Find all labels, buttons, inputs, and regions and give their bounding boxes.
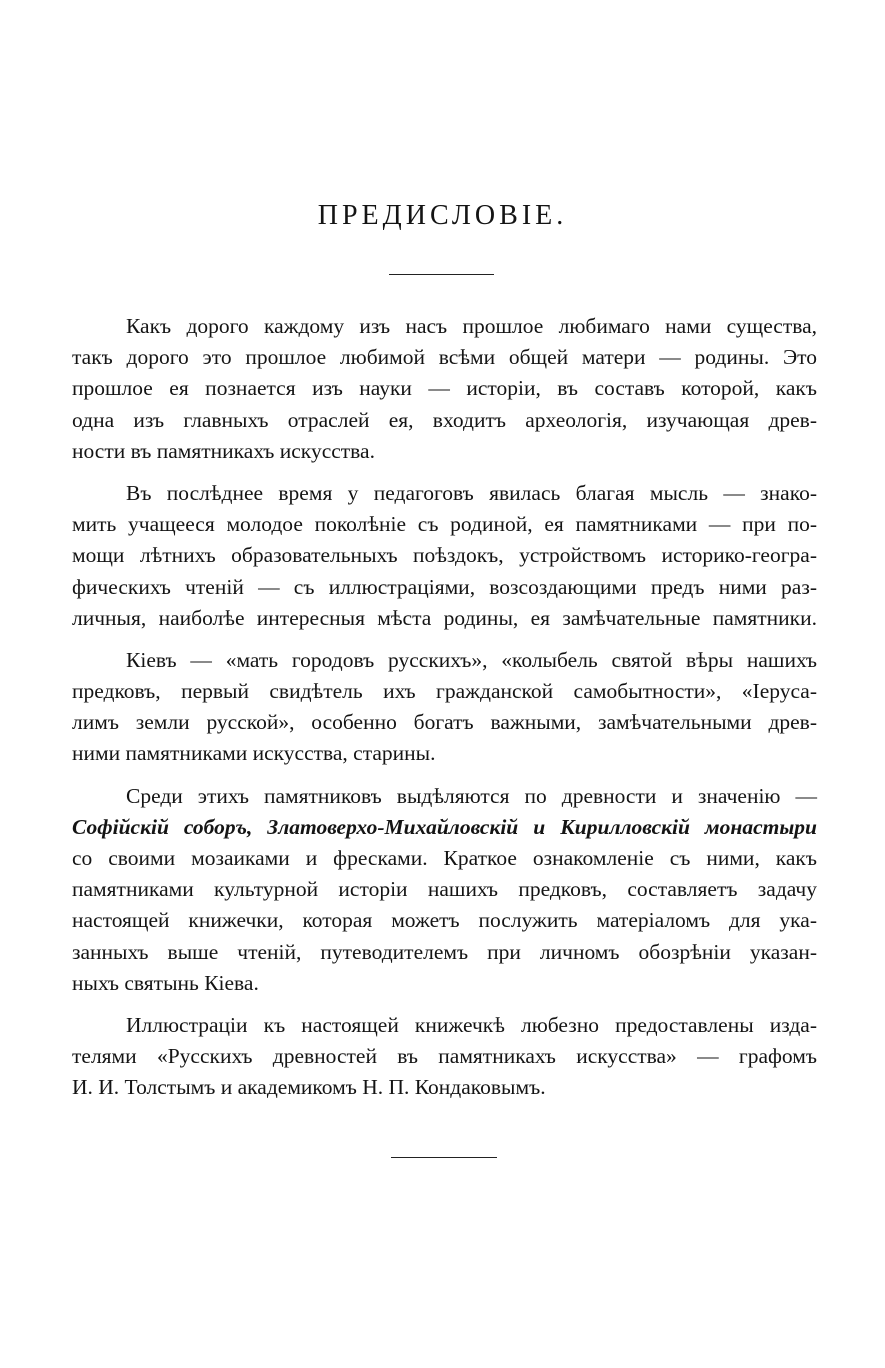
italic-monument-names: Софійскій соборъ, Златоверхо-Михайловскій и Кирилловскій монастыри — [72, 814, 817, 839]
page-title: ПРЕДИСЛОВІЕ. — [317, 200, 568, 231]
closing-divider — [391, 1157, 497, 1158]
text-line: прошлое ея познается изъ науки — исторіи, въ составъ которой, какъ — [72, 376, 817, 401]
title-divider — [389, 274, 494, 275]
text-line: ности въ памятникахъ искусства. — [72, 438, 375, 463]
text-line: Какъ дорого каждому изъ насъ прошлое любимаго нами существа, — [126, 314, 817, 338]
paragraph-1 — [72, 314, 817, 470]
preface-body — [72, 314, 817, 1107]
paragraph-4 — [72, 784, 817, 1002]
paragraph-3 — [72, 648, 817, 773]
text-line: Въ послѣднее время у педагоговъ явилась благая мысль — знако- — [126, 480, 817, 505]
text-line: настоящей книжечки, которая можетъ послужить матеріаломъ для ука- — [72, 908, 817, 933]
text-line: такъ дорого это прошлое любимой всѣми общей матери — родины. Это — [72, 345, 817, 370]
text-line: занныхъ выше чтеній, путеводителемъ при личномъ обозрѣніи указан- — [72, 939, 817, 964]
paragraph-2 — [72, 481, 817, 637]
text-line: Среди этихъ памятниковъ выдѣляются по древности и значенію — — [126, 783, 817, 808]
text-line: мить учащееся молодое поколѣніе съ родиной, ея памятниками — при по- — [72, 512, 817, 537]
text-line: телями «Русскихъ древностей въ памятникахъ искусства» — графомъ — [72, 1044, 817, 1069]
text-line: личныя, наиболѣе интересныя мѣста родины, ея замѣчательные памятники. — [72, 605, 817, 630]
text-line: фическихъ чтеній — съ иллюстраціями, возсоздающими предъ ними раз- — [72, 574, 817, 599]
text-line: одна изъ главныхъ отраслей ея, входитъ археологія, изучающая древ- — [72, 407, 817, 432]
text-line: лимъ земли русской», особенно богатъ важными, замѣчательными древ- — [72, 710, 817, 735]
text-line: Иллюстраціи къ настоящей книжечкѣ любезно предоставлены изда- — [126, 1012, 817, 1037]
text-line: Кіевъ — «мать городовъ русскихъ», «колыбель святой вѣры нашихъ — [126, 647, 817, 672]
text-line: памятниками культурной исторіи нашихъ предковъ, составляетъ задачу — [72, 877, 817, 902]
text-line: ними памятниками искусства, старины. — [72, 741, 436, 766]
text-line: предковъ, первый свидѣтель ихъ гражданской самобытности», «Іеруса- — [72, 679, 817, 704]
text-line: ныхъ святынь Кіева. — [72, 970, 259, 995]
text-line: со своими мозаиками и фресками. Краткое ознакомленіе съ ними, какъ — [72, 846, 817, 870]
text-line: мощи лѣтнихъ образовательныхъ поѣздокъ, устройствомъ историко-геогра- — [72, 543, 817, 568]
text-line: И. И. Толстымъ и академикомъ Н. П. Кондаковымъ. — [72, 1075, 546, 1100]
paragraph-5 — [72, 1013, 817, 1107]
